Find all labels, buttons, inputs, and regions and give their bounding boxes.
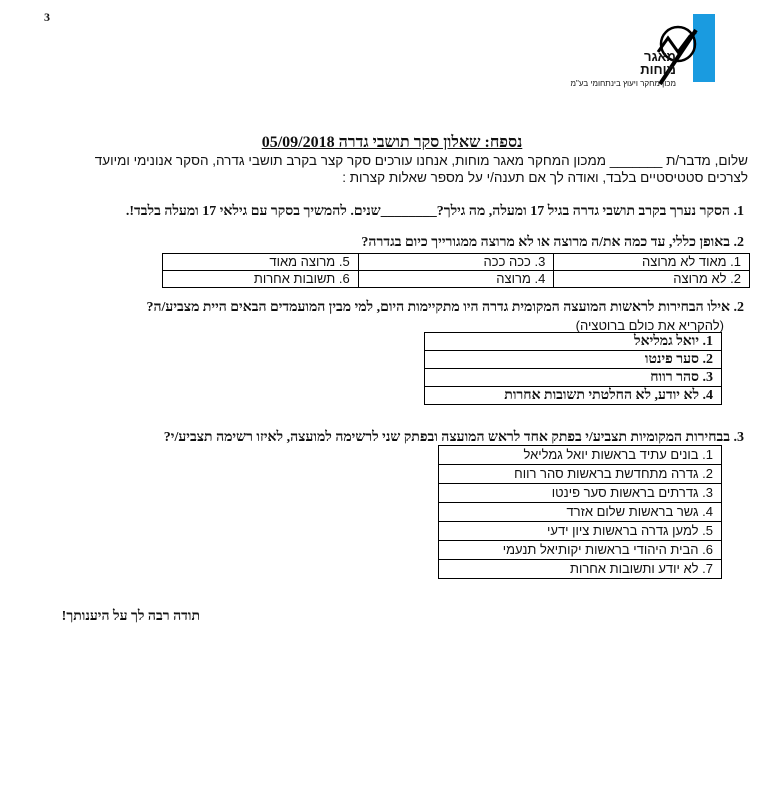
table-row	[439, 465, 722, 484]
logo-name-line1: מאגר	[643, 49, 676, 64]
page-title	[0, 134, 784, 152]
table-row	[425, 351, 722, 369]
table-row	[163, 254, 750, 271]
logo-tagline: מכון מחקר ויעוץ בינתחומי בע"מ	[570, 79, 676, 88]
option-cell[interactable]: 4. לא יודע, לא החלטתי תשובות אחרות	[425, 387, 722, 405]
question-2: 2. באופן כללי, עד כמה את/ה מרוצה או לא מרוצה ממגורייך כיום בגדרה?	[361, 235, 744, 250]
table-row	[425, 333, 722, 351]
question-1: 1. הסקר נערך בקרב תושבי גדרה בגיל 17 ומעלה, מה גילך?________שנים. להמשיך בסקר עם גילאי 17 ומעלה בלבד!.	[125, 204, 744, 219]
question-3-note: (להקריא את כולם ברוטציה)	[575, 318, 724, 333]
option-cell[interactable]: 1. יואל גמליאל	[425, 333, 722, 351]
table-row	[425, 369, 722, 387]
question-3-options-table	[424, 332, 722, 405]
table-row	[439, 446, 722, 465]
option-cell[interactable]: 1. מאוד לא מרוצה	[554, 254, 750, 271]
page-number: 3	[44, 10, 50, 24]
option-cell[interactable]: 3. גדרתים בראשות סער פינטו	[439, 484, 722, 503]
table-row	[439, 541, 722, 560]
question-2-options-table	[162, 253, 750, 288]
intro-line-1: שלום, מדבר/ת _______ ממכון המחקר מאגר מוחות, אנחנו עורכים סקר קצר בקרב תושבי גדרה, הסקר אנונימי ומיועד	[94, 153, 748, 168]
option-cell[interactable]: 7. לא יודע ותשובות אחרות	[439, 560, 722, 579]
table-row	[439, 484, 722, 503]
option-cell[interactable]: 6. הבית היהודי בראשות יקותיאל תנעמי	[439, 541, 722, 560]
table-row	[439, 503, 722, 522]
table-row	[439, 560, 722, 579]
option-cell[interactable]: 2. סער פינטו	[425, 351, 722, 369]
question-3: 2. אילו הבחירות לראשות המועצה המקומית גדרה היו מתקיימות היום, למי מבין המועמדים הבאים היית מצביע/ה?	[146, 300, 744, 315]
thank-you-note: תודה רבה לך על היענותך!	[61, 609, 200, 624]
option-cell[interactable]: 5. למען גדרה בראשות ציון ידעי	[439, 522, 722, 541]
option-cell[interactable]: 5. מרוצה מאוד	[163, 254, 359, 271]
logo	[570, 14, 720, 88]
option-cell[interactable]: 4. מרוצה	[358, 271, 554, 288]
logo-name	[640, 50, 676, 76]
option-cell[interactable]: 6. תשובות אחרות	[163, 271, 359, 288]
option-cell[interactable]: 4. גשר בראשות שלום אזרד	[439, 503, 722, 522]
question-4: 3. בבחירות המקומיות תצביע/י בפתק אחד לראש המועצה ובפתק שני לרשימה למועצה, לאיזו רשימה תצביע/י?	[163, 430, 744, 445]
question-4-options-table	[438, 445, 722, 579]
option-cell[interactable]: 3. ככה ככה	[358, 254, 554, 271]
option-cell[interactable]: 2. לא מרוצה	[554, 271, 750, 288]
option-cell[interactable]: 2. גדרה מתחדשת בראשות סהר רווח	[439, 465, 722, 484]
intro-paragraph	[28, 152, 748, 186]
table-row	[163, 271, 750, 288]
intro-line-2: לצרכים סטטיסטיים בלבד, ואודה לך אם תענה/י על מספר שאלות קצרות :	[342, 170, 748, 185]
logo-name-line2: מוחות	[640, 62, 676, 77]
page-title-text: נספח: שאלון סקר תושבי גדרה 05/09/2018	[261, 134, 523, 151]
option-cell[interactable]: 1. בונים עתיד בראשות יואל גמליאל	[439, 446, 722, 465]
option-cell[interactable]: 3. סהר רווח	[425, 369, 722, 387]
table-row	[439, 522, 722, 541]
table-row	[425, 387, 722, 405]
